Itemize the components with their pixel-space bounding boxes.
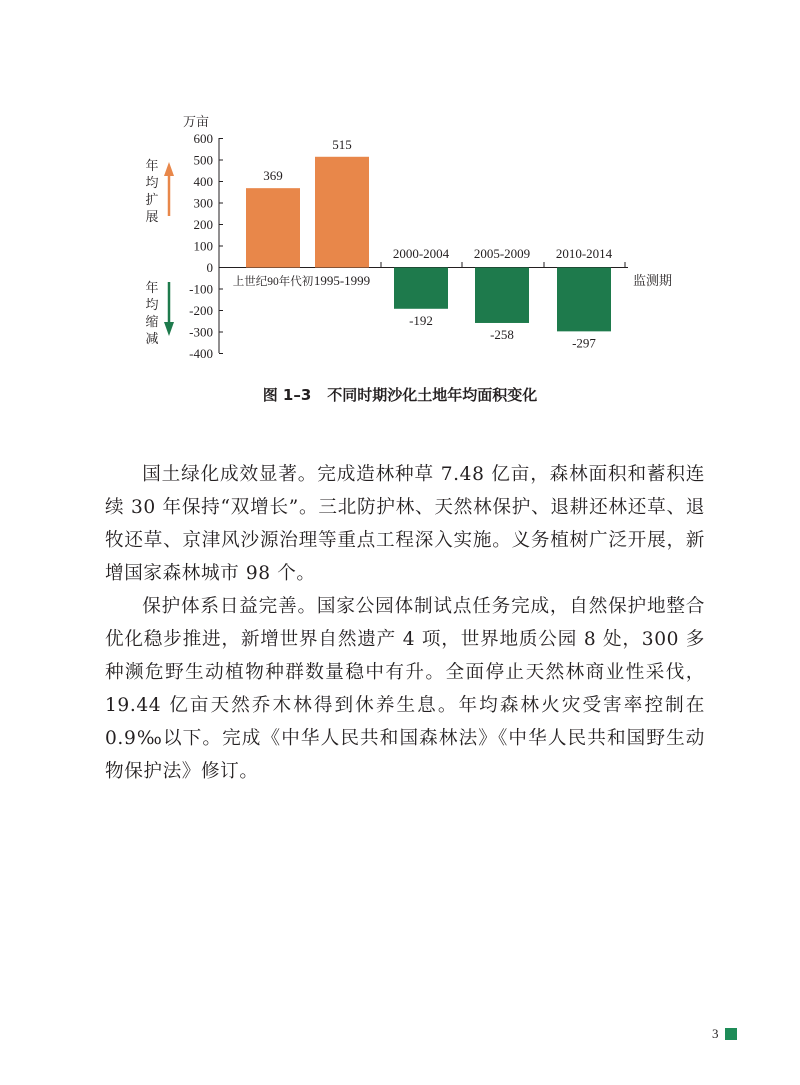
y-tick-label: -400 <box>189 346 213 361</box>
page-number: 3 <box>712 1026 719 1041</box>
bar-value-label: 369 <box>263 168 283 184</box>
area-change-bar-chart <box>0 0 800 380</box>
vertical-label-char: 年 <box>145 280 159 295</box>
y-tick-label: 400 <box>193 174 213 189</box>
category-label: 1995-1999 <box>313 273 371 288</box>
x-axis-label: 监测期 <box>633 273 673 288</box>
category-label: 2005-2009 <box>473 246 531 261</box>
page-footer <box>712 1026 737 1042</box>
y-tick-label: 100 <box>193 238 213 254</box>
figure-title: 不同时期沙化土地年均面积变化 <box>327 386 538 404</box>
bar-3 <box>475 268 529 323</box>
bar-2 <box>394 268 448 309</box>
bar-value-label: 515 <box>332 136 352 152</box>
vertical-label-char: 均 <box>145 297 159 312</box>
figure-number: 图 1–3 <box>262 386 312 404</box>
y-tick-label: 200 <box>193 217 213 232</box>
paragraph-greening: 国土绿化成效显著。完成造林种草 7.48 亿亩，森林面积和蓄积连续 30 年保持“双增长”。三北防护林、天然林保护、退耕还林还草、退牧还草、京津风沙源治理等重点工程深入实施。义务植树广泛开展，新增国家森林城市 98 个。 <box>105 464 705 584</box>
category-label: 上世纪90年代初 <box>232 276 314 288</box>
category-label: 2010-2014 <box>555 246 613 261</box>
green-square-marker-icon <box>725 1028 737 1040</box>
y-tick-label: -300 <box>189 324 213 340</box>
body-text <box>105 458 705 788</box>
y-tick-label: -200 <box>189 303 213 318</box>
y-tick-label: 300 <box>193 195 213 211</box>
bar-4 <box>557 268 611 332</box>
paragraph-protection: 保护体系日益完善。国家公园体制试点任务完成，自然保护地整合优化稳步推进，新增世界自然遗产 4 项，世界地质公园 8 处，300 多种濒危野生动植物种群数量稳中有升。全面停止天然林商业性采伐，19.44 亿亩天然乔木林得到休养生息。年均森林火灾受害率控制在 0.9‰以下。完成《中华人民共和国森林法》《中华人民共和国野生动物保护法》修订。 <box>105 596 705 782</box>
figure-caption <box>0 384 800 405</box>
vertical-label-char: 扩 <box>145 192 159 207</box>
shrink-label <box>145 280 158 346</box>
y-axis-unit-label: 万亩 <box>183 114 210 129</box>
bar-1 <box>315 157 369 268</box>
bar-value-label: -192 <box>409 312 433 328</box>
vertical-label-char: 年 <box>145 158 159 173</box>
up-arrow-icon <box>164 162 174 216</box>
bar-0 <box>246 188 300 267</box>
y-tick-label: 0 <box>206 260 213 275</box>
vertical-label-char: 缩 <box>145 314 159 329</box>
bars-group <box>246 157 611 332</box>
vertical-label-char: 减 <box>145 331 159 346</box>
category-label: 2000-2004 <box>392 246 450 261</box>
vertical-label-char: 展 <box>145 209 159 224</box>
bar-value-label: -297 <box>572 335 596 351</box>
y-axis-ticks <box>189 131 223 361</box>
expansion-label <box>145 158 158 224</box>
y-tick-label: 600 <box>193 131 213 146</box>
bar-value-labels <box>263 137 596 351</box>
bar-value-label: -258 <box>490 326 514 342</box>
down-arrow-icon <box>164 282 174 336</box>
y-tick-label: 500 <box>193 152 213 168</box>
vertical-label-char: 均 <box>145 175 159 190</box>
y-tick-label: -100 <box>189 281 213 297</box>
